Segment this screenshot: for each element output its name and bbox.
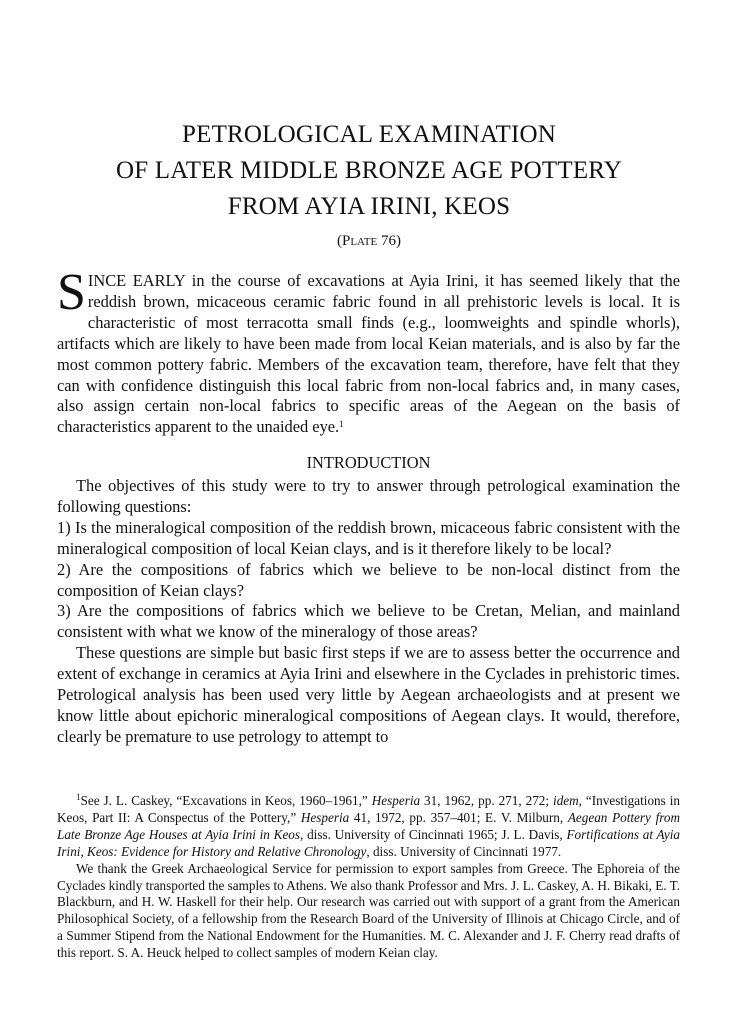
closing-paragraph: These questions are simple but basic first steps if we are to assess better the occurrence and extent of exchange in ceramics at Ayia Irini and elsewhere in the Cyclades in prehistoric times. Petrological analysis has been used very little by Aegean archaeologists and at present we know little about epichoric mineralogical compositions of Aegean clays. It would, therefore, clearly be premature to use petrology to attempt to [57,643,680,746]
footnote-text-4: 41, 1972, pp. 357–401; E. V. Milburn, [349,809,568,825]
drop-cap: S [57,264,86,321]
footnote-text-6: , diss. University of Cincinnati 1977. [366,843,562,859]
footnote-text-1: See J. L. Caskey, “Excavations in Keos, 1960–1961,” [80,793,372,808]
question-2: 2) Are the compositions of fabrics which we believe to be non-local distinct from the composition of Keian clays? [57,559,680,600]
question-1: 1) Is the mineralogical composition of the reddish brown, micaceous fabric consistent with the mineralogical composition of local Keian clays, and is it therefore likely to be local? [57,517,680,558]
title-line-3: FROM AYIA IRINI, KEOS [227,193,511,220]
plate-number: 76 [380,233,396,249]
acknowledgments: We thank the Greek Archaeological Service for permission to export samples from Greece. The Ephoreia of the Cyclades kindly transported the samples to Athens. We also thank Professor and Mrs. J. L. Caskey, A. H. Bikaki, E. T. Blackburn, and H. W. Haskell for their help. Our research was carried out with support of a grant from the American Philosophical Society, of a fellowship from the Research Board of the University of Illinois at Chicago Circle, and of a Summer Stipend from the National Endowment for the Humanities. M. C. Alexander and J. F. Cherry read drafts of this report. S. A. Heuck helped to collect samples of modern Keian clay. [57,860,680,961]
footnote-text-5: , diss. University of Cincinnati 1965; J. L. Davis, [300,826,567,842]
footnote-marker: 1 [76,792,81,802]
footnote-work-milburn: Aegean Pottery from Late Bronze Age Houses at Ayia Irini in Keos [57,809,680,842]
plate-close-paren: ) [395,233,401,249]
footnote-work-davis: Fortifications at Ayia Irini, Keos: Evidence for History and Relative Chronology [57,826,680,859]
footnote-text-3: , “Investigations in Keos, Part II: A Conspectus of the Pottery,” [57,793,680,825]
footnote-reference: 1 [339,419,344,430]
opening-paragraph [57,264,681,438]
title-line-2: OF LATER MIDDLE BRONZE AGE POTTERY [115,157,623,184]
question-3: 3) Are the compositions of fabrics which we believe to be Cretan, Melian, and mainland consistent with what we know of the mineralogy of those areas? [57,601,680,642]
section-heading: INTRODUCTION [306,453,431,472]
footnote-journal-1: Hesperia [371,793,421,808]
footnote-journal-2: Hesperia [300,809,350,825]
title-line-1: PETROLOGICAL EXAMINATION [182,121,556,148]
opening-text: in the course of excavations at Ayia Irini, it has seemed likely that the reddish brown, micaceous ceramic fabric found in all prehistoric levels is local. It is characteristic of most terracotta small finds (e.g., loomweights and spindle whorls), artifacts which are likely to have been made from local Keian materials, and is also by far the most common pottery fabric. Members of the excavation team, therefore, have felt that they can with confidence distinguish this local fabric from non-local fabrics and, in many cases, also assign certain non-local fabrics to specific areas of the Aegean on the basis of characteristics apparent to the unaided eye. [57,271,681,437]
plate-reference [60,231,678,251]
opening-lead: INCE EARLY [87,271,186,290]
footnote-text-2: 31, 1962, pp. 271, 272; [420,793,554,808]
plate-label: Plate [342,233,378,249]
footnote-1 [57,793,680,861]
objectives-block [57,476,680,748]
objectives-lead: The objectives of this study were to try to answer through petrological examination the following questions: [57,476,680,516]
plate-open-paren: ( [337,233,342,249]
footnote-idem: idem [553,793,579,808]
footnotes [57,793,680,962]
